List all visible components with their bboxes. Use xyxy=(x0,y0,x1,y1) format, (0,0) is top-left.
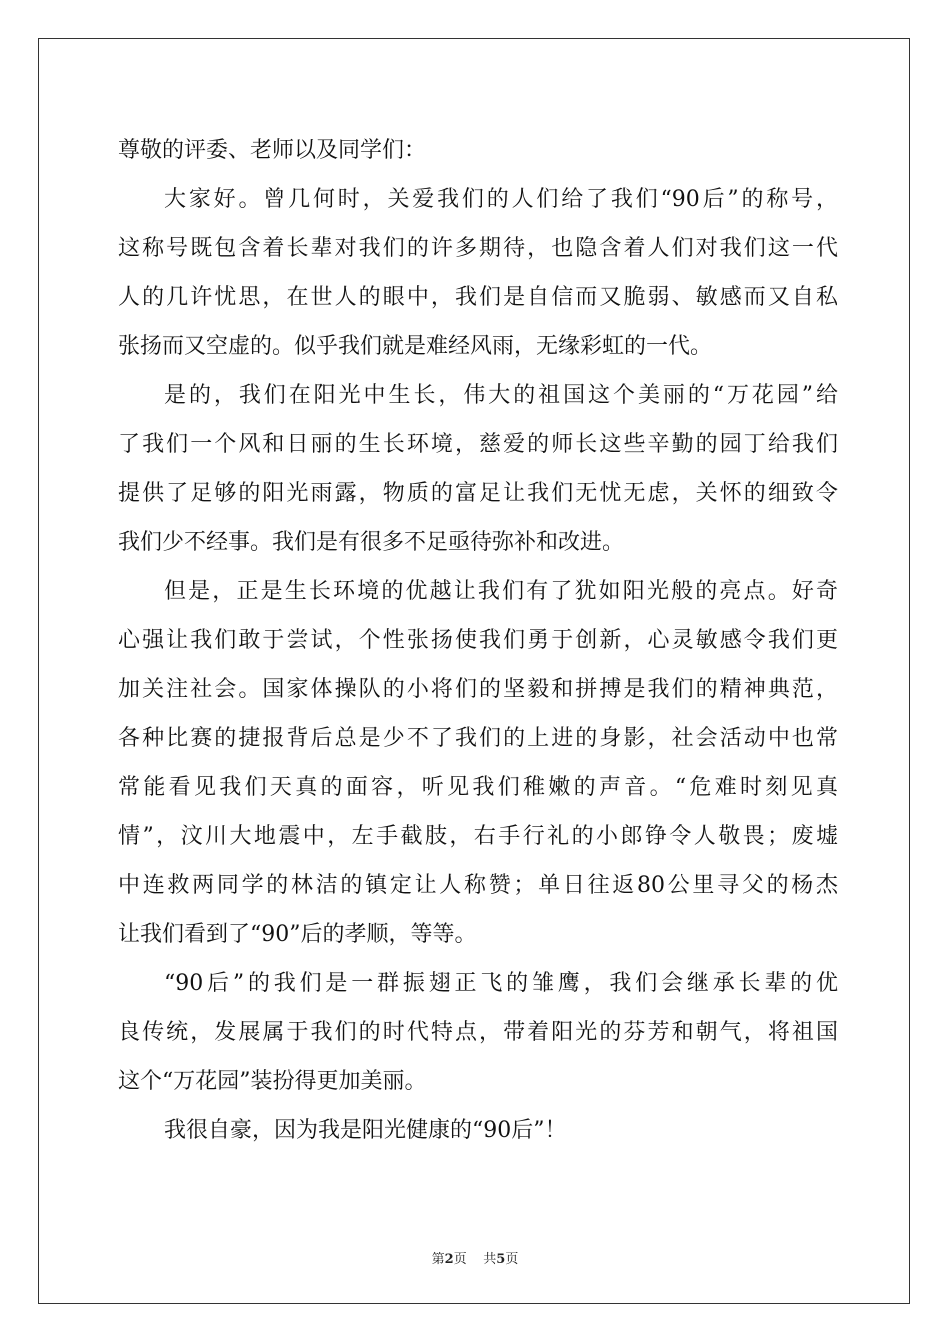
text-line: 这称号既包含着长辈对我们的许多期待，也隐含着人们对我们这一代 xyxy=(118,236,838,261)
page-number: 2 xyxy=(444,1252,454,1267)
text-line: 张扬而又空虚的。似乎我们就是难经风雨，无缘彩虹的一代。 xyxy=(118,334,713,359)
document-body xyxy=(118,126,838,1155)
page-prefix: 第 xyxy=(431,1252,445,1267)
text-line: 提供了足够的阳光雨露，物质的富足让我们无忧无虑，关怀的细致令 xyxy=(118,481,838,506)
text-line: 心强让我们敢于尝试，个性张扬使我们勇于创新，心灵敏感令我们更 xyxy=(118,628,838,653)
page-suffix: 页 xyxy=(453,1252,467,1267)
text-line: 大家好。曾几何时，关爱我们的人们给了我们“90后”的称号， xyxy=(164,187,838,212)
text-line: “90后”的我们是一群振翅正飞的雏鹰，我们会继承长辈的优 xyxy=(164,971,838,996)
text-line: 各种比赛的捷报背后总是少不了我们的上进的身影，社会活动中也常 xyxy=(118,726,838,751)
text-line: 人的几许忧思，在世人的眼中，我们是自信而又脆弱、敏感而又自私 xyxy=(118,285,838,310)
page-footer xyxy=(0,1248,950,1267)
text-line: 是的，我们在阳光中生长，伟大的祖国这个美丽的“万花园”给 xyxy=(164,383,838,408)
text-line: 加关注社会。国家体操队的小将们的坚毅和拼搏是我们的精神典范， xyxy=(118,677,838,702)
text-line: 让我们看到了“90”后的孝顺，等等。 xyxy=(118,922,477,947)
text-line: 良传统，发展属于我们的时代特点，带着阳光的芬芳和朝气，将祖国 xyxy=(118,1020,838,1045)
text-line: 了我们一个风和日丽的生长环境，慈爱的师长这些辛勤的园丁给我们 xyxy=(118,432,838,457)
total-suffix: 页 xyxy=(505,1252,519,1267)
text-line: 我们少不经事。我们是有很多不足亟待弥补和改进。 xyxy=(118,530,625,555)
text-line: 中连救两同学的林洁的镇定让人称赞；单日往返80公里寻父的杨杰 xyxy=(118,873,838,898)
total-prefix: 共 xyxy=(483,1252,497,1267)
text-line: 我很自豪，因为我是阳光健康的“90后”！ xyxy=(164,1118,567,1143)
text-line: 尊敬的评委、老师以及同学们： xyxy=(118,138,427,163)
text-line: 这个“万花园”装扮得更加美丽。 xyxy=(118,1069,427,1094)
text-line: 情”，汶川大地震中，左手截肢，右手行礼的小郎铮令人敬畏；废墟 xyxy=(118,824,838,849)
text-line: 但是，正是生长环境的优越让我们有了犹如阳光般的亮点。好奇 xyxy=(164,579,838,604)
text-line: 常能看见我们天真的面容，听见我们稚嫩的声音。“危难时刻见真 xyxy=(118,775,838,800)
total-pages: 5 xyxy=(496,1252,506,1267)
